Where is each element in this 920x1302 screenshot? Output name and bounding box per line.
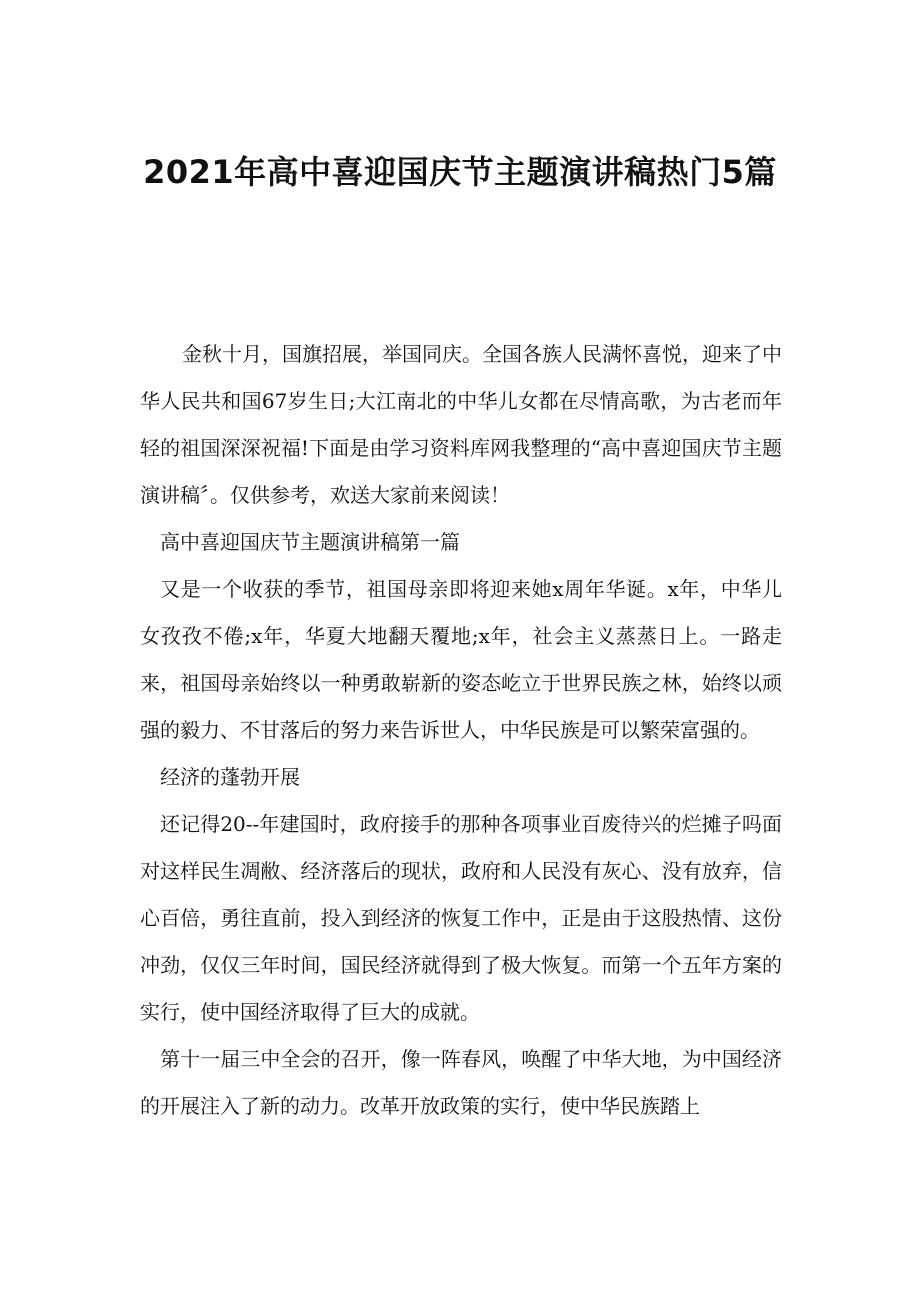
body-paragraph: 第十一届三中全会的召开，像一阵春风，唤醒了中华大地，为中国经济的开展注入了新的动力。改革开放政策的实行，使中华民族踏上	[140, 1047, 782, 1118]
body-paragraph: 又是一个收获的季节，祖国母亲即将迎来她x周年华诞。x年，中华儿女孜孜不倦;x年，华夏大地翻天覆地;x年，社会主义蒸蒸日上。一路走来，祖国母亲始终以一种勇敢崭新的姿态屹立于世界民族之林，始终以顽强的毅力、不甘落后的努力来告诉世人，中华民族是可以繁荣富强的。	[140, 577, 782, 742]
section-heading: 高中喜迎国庆节主题演讲稿第一篇	[160, 530, 460, 554]
body-paragraph: 还记得20--年建国时，政府接手的那种各项事业百废待兴的烂摊子吗面对这样民生凋敝、经济落后的现状，政府和人民没有灰心、没有放弃，信心百倍，勇往直前，投入到经济的恢复工作中，正是由于这股热情、这份冲劲，仅仅三年时间，国民经济就得到了极大恢复。而第一个五年方案的实行，使中国经济取得了巨大的成就。	[140, 812, 782, 1024]
section-heading: 经济的蓬勃开展	[160, 765, 300, 789]
document-title: 2021年高中喜迎国庆节主题演讲稿热门5篇	[143, 153, 777, 191]
intro-paragraph: 金秋十月，国旗招展，举国同庆。全国各族人民满怀喜悦，迎来了中华人民共和国67岁生日;大江南北的中华儿女都在尽情高歌，为古老而年轻的祖国深深祝福!下面是由学习资料库网我整理的“高中喜迎国庆节主题演讲稿〞。仅供参考，欢送大家前来阅读！	[140, 342, 782, 507]
document-body	[140, 331, 782, 1130]
